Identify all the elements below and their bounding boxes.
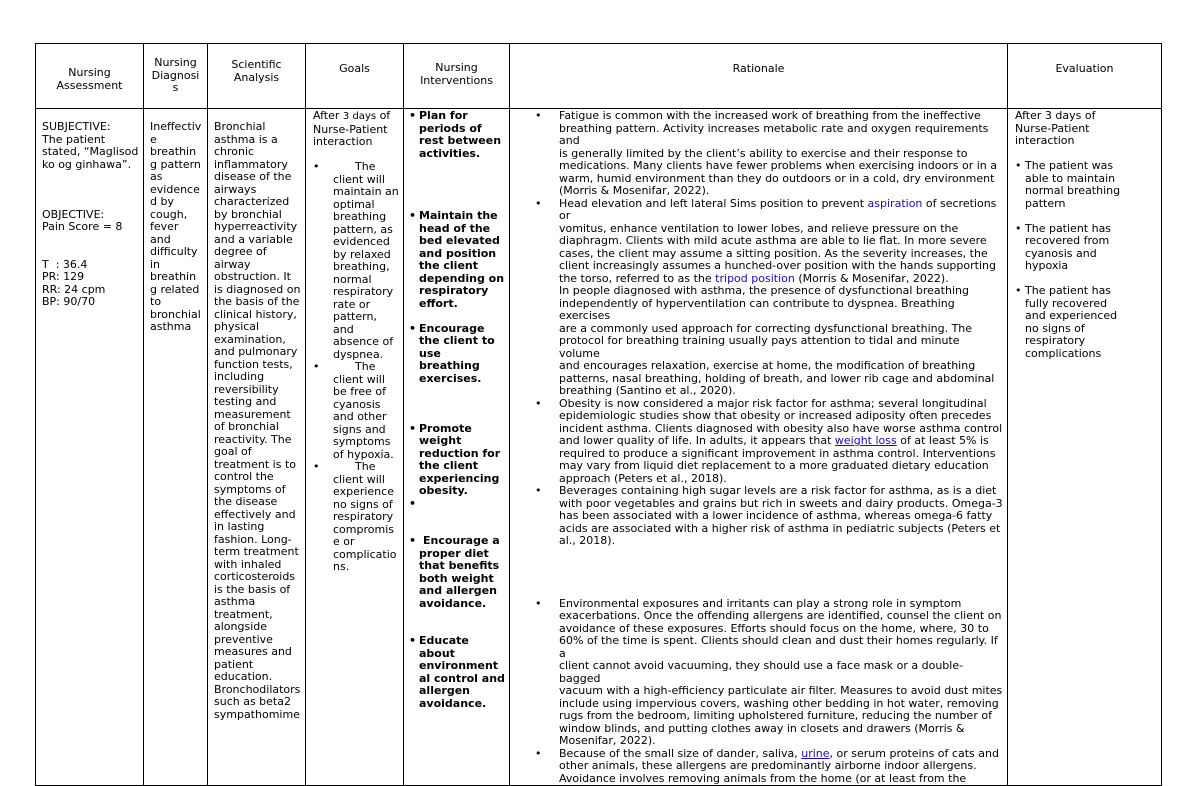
text-line: respiratory: [333, 510, 394, 523]
text-line: asthma: [150, 320, 192, 333]
text-line: function tests,: [214, 357, 293, 371]
vital-sign: BP: 90/70: [42, 295, 96, 308]
text-line: signs and: [333, 422, 386, 436]
rationale-text: [559, 223, 1003, 273]
text-line: avoidance of these exposures. Efforts should focus on the home, where, 30 to: [559, 621, 989, 635]
header-text: Nursing: [154, 56, 197, 70]
text-line: may vary from liquid diet replacement to a more graduated dietary education: [559, 459, 989, 472]
text-line: testing and: [214, 395, 277, 408]
intervention-item: [409, 323, 505, 386]
text-line: In people diagnosed with asthma, the presence of dysfunctional breathing: [559, 284, 969, 297]
text-line: treatment is to: [214, 457, 297, 471]
text-line: use: [419, 346, 441, 360]
goals-cell: [306, 109, 404, 786]
text-line: measures and: [214, 645, 292, 658]
text-line: are a commonly used approach for correcting dysfunctional breathing. The: [559, 321, 973, 335]
text-line: is generally limited by the client’s ability to exercise and their response to: [559, 146, 968, 160]
rationale-text: , or serum proteins of cats and: [829, 746, 999, 760]
text-line: • Encourage a: [423, 534, 500, 547]
text-line: experience: [333, 485, 394, 498]
diagnosis-cell: [144, 109, 208, 786]
text-line: e or: [333, 535, 355, 548]
text-line: exercises.: [419, 371, 482, 385]
text-line: (Morris & Mosenifar, 2022).: [559, 184, 710, 197]
text-line: Bronchodilators: [214, 682, 301, 696]
text-line: no signs of: [1025, 321, 1085, 335]
text-line: difficulty: [150, 245, 198, 258]
text-line: patterns, nasal breathing, holding of breath, and lower rib cage and abdominal: [559, 371, 995, 385]
rationale-text: and lower quality of life. In adults, it appears that: [559, 434, 835, 447]
rationale-text: [559, 760, 1003, 785]
text-line: to: [150, 295, 162, 308]
header-text: Rationale: [732, 61, 785, 75]
goal-item: [313, 161, 399, 361]
text-line: medications. Many clients have fewer problems when exercising indoors or in a: [559, 159, 997, 172]
text-line: and allergen: [419, 584, 497, 597]
text-line: reactivity. The: [214, 432, 292, 446]
text-line: has been associated with a lower incidence of asthma, whereas omega-6 fatty: [559, 509, 993, 522]
text-line: warm, humid environment than they do outdoors or in a cold, dry environment: [559, 171, 995, 185]
goal-item: [313, 361, 399, 461]
text-line: corticosteroids: [214, 570, 296, 583]
pain-score: Pain Score = 8: [42, 220, 123, 233]
header-row: [36, 44, 1162, 109]
text-line: epidemiologic studies show that obesity or increased adiposity often precedes: [559, 409, 992, 422]
rationale-text: of at least 5% is: [896, 434, 989, 447]
text-line: control the: [214, 470, 274, 483]
text-line: al control and: [419, 671, 505, 685]
text-line: fully recovered: [1025, 296, 1108, 310]
text-line: reversibility: [214, 382, 279, 396]
text-line: goal of: [214, 445, 252, 458]
interventions-cell: [404, 109, 510, 786]
text-line: rate or: [333, 297, 371, 311]
text-line: interaction: [1015, 134, 1075, 147]
subjective-text: stated, “Maglisod: [42, 145, 139, 158]
evaluation-intro: [1015, 110, 1157, 148]
urine-link[interactable]: urine: [801, 746, 830, 760]
text-line: g pattern: [150, 157, 201, 171]
text-line: asthma is a: [214, 132, 278, 146]
text-line: pattern,: [333, 310, 377, 323]
header-text: s: [172, 81, 179, 95]
text-line: maintain an: [333, 185, 399, 198]
text-line: evidenced: [333, 235, 390, 248]
rationale-text: Because of the small size of dander, saliva,: [559, 746, 802, 760]
text-line: cases, the client may assume a sitting position. As the severity increases, the: [559, 246, 988, 260]
text-line: asthma: [214, 595, 256, 608]
rationale-paragraph: [535, 485, 1003, 548]
header-nursing-assessment: [36, 44, 144, 109]
text-line: • Obesity is now considered a major risk factor for asthma; several longitudinal: [559, 396, 987, 410]
rationale-cell: [510, 109, 1008, 786]
text-line: hypoxia: [1025, 259, 1069, 272]
text-line: proper diet: [419, 546, 489, 560]
text-line: compromis: [333, 522, 394, 536]
text-line: both weight: [419, 571, 494, 585]
text-line: with poor vegetables and grains but rich in sweets and dairy products. Omega-3: [559, 496, 1003, 510]
text-line: depending on: [419, 271, 505, 285]
text-line: obesity.: [419, 484, 468, 497]
text-line: pattern: [1025, 196, 1066, 210]
text-line: avoidance.: [419, 696, 487, 710]
evaluation-item: [1015, 160, 1157, 210]
intervention-item: [409, 535, 505, 610]
intervention-item: [409, 110, 505, 160]
goal-item: [313, 461, 399, 574]
rationale-paragraph: [535, 598, 1003, 748]
text-line: and position: [419, 246, 497, 260]
evaluation-cell: [1008, 109, 1162, 786]
text-line: is the basis of: [214, 582, 291, 596]
text-line: breathing: [419, 359, 480, 372]
text-line: the client to: [419, 334, 495, 347]
text-line: After 3 days of: [1015, 109, 1096, 122]
text-line: • Educate: [419, 634, 469, 647]
text-line: inflammatory: [214, 157, 288, 171]
text-line: absence of: [333, 335, 394, 348]
text-line: vacuum with a high-efficiency particulate air filter. Measures to avoid dust mites: [559, 684, 1003, 697]
text-line: client cannot avoid vacuuming, they should use a face mask or a double-bagged: [559, 659, 964, 685]
text-line: fashion. Long-: [214, 532, 292, 546]
text-line: is diagnosed on: [214, 282, 301, 296]
rationale-paragraph: [535, 110, 1003, 198]
text-line: sympathomime: [214, 707, 300, 721]
text-line: fever: [150, 220, 179, 233]
text-line: the disease: [214, 495, 278, 508]
text-line: breathing,: [333, 260, 390, 273]
text-line: characterized: [214, 195, 290, 208]
intervention-item: [409, 423, 505, 498]
rationale-paragraph: [535, 198, 1003, 286]
text-line: rest between: [419, 134, 502, 147]
header-text: Interventions: [420, 74, 493, 87]
scientific-analysis-text: [208, 109, 305, 721]
text-line: include using impervious covers, washing other bedding in hot water, removing: [559, 696, 999, 710]
text-line: physical: [214, 320, 260, 333]
text-line: breathing pattern. Activity increases metabolic rate and oxygen requirements and: [559, 121, 989, 147]
text-line: as: [150, 170, 163, 183]
text-line: rugs from the bedroom, limiting upholstered furniture, reducing the number of: [559, 709, 992, 722]
text-line: respiratory: [419, 284, 489, 297]
rationale-text: of secretions or: [559, 196, 997, 222]
text-line: and a variable: [214, 232, 293, 246]
goals-intro-rest: [313, 124, 399, 149]
text-line: experiencing: [419, 471, 500, 485]
rationale-text: [559, 448, 1003, 486]
text-line: acids are associated with a higher risk of asthma in pediatric subjects (Peters et: [559, 521, 1001, 535]
text-line: in lasting: [214, 520, 265, 533]
goals-intro-text: of: [376, 109, 391, 122]
text-line: education.: [214, 670, 273, 683]
text-line: symptoms: [333, 435, 391, 448]
text-line: 60% of the time is spent. Clients should clean and dust their homes regularly. If a: [559, 634, 998, 660]
text-line: complications: [1025, 346, 1102, 360]
goals-intro-days: 3 days: [342, 111, 377, 122]
text-line: and encourages relaxation, exercise at home, the modification of breathing: [559, 359, 976, 372]
text-line: • Maintain the: [419, 209, 498, 222]
text-line: examination,: [214, 332, 286, 346]
text-line: obstruction. It: [214, 270, 291, 283]
text-line: hyperreactivity: [214, 220, 298, 233]
rationale-paragraph: [535, 748, 1003, 786]
text-line: • The: [355, 360, 376, 373]
text-line: • Plan for: [419, 109, 468, 122]
text-line: no signs of: [333, 497, 393, 511]
text-line: bed elevated: [419, 234, 500, 247]
vital-sign: T : 36.4: [42, 257, 88, 271]
text-line: normal: [333, 272, 372, 286]
text-line: environment: [419, 659, 499, 672]
text-line: activities.: [419, 146, 481, 160]
text-line: term treatment: [214, 545, 299, 558]
text-line: of bronchial: [214, 420, 279, 433]
rationale-paragraph: [535, 285, 1003, 398]
rationale-text: Head elevation and left lateral Sims position to prevent: [559, 196, 868, 210]
scientific-analysis-cell: [208, 109, 306, 786]
text-line: allergen: [419, 684, 471, 697]
text-line: client will: [333, 372, 385, 386]
header-text: Analysis: [233, 71, 280, 84]
text-line: recovered from: [1025, 234, 1110, 247]
text-line: diaphragm. Clients with mild acute asthma are able to lie flat. In more severe: [559, 234, 987, 247]
text-line: airways: [214, 182, 257, 196]
header-scientific-analysis: [208, 44, 306, 109]
header-text: Nursing: [435, 61, 478, 75]
text-line: able to maintain: [1025, 171, 1116, 185]
objective-label: OBJECTIVE:: [42, 207, 105, 221]
text-line: normal breathing: [1025, 184, 1121, 197]
text-line: and other: [333, 410, 387, 423]
aspiration-link[interactable]: aspiration: [867, 196, 923, 210]
weight-loss-link[interactable]: weight loss: [834, 434, 897, 447]
text-line: • The: [355, 160, 376, 173]
subjective-label: SUBJECTIVE:: [42, 120, 111, 133]
text-line: that benefits: [419, 559, 500, 572]
text-line: al., 2018).: [559, 534, 616, 547]
rationale-paragraph: [535, 398, 1003, 486]
header-text: Diagnosi: [151, 68, 200, 82]
text-line: Mosenifar, 2022).: [559, 734, 656, 747]
text-line: respiratory: [333, 285, 394, 298]
text-line: exacerbations. Once the offending allergens are identified, counsel the client on: [559, 609, 1002, 622]
header-text: Nursing: [68, 66, 111, 80]
text-line: • The: [355, 460, 376, 473]
text-line: disease of the: [214, 170, 292, 183]
text-line: g related: [150, 282, 200, 296]
text-line: and: [150, 232, 171, 246]
text-line: • Environmental exposures and irritants can play a strong role in symptom: [559, 596, 962, 610]
text-line: of hypoxia.: [333, 447, 394, 461]
text-line: effort.: [419, 296, 458, 310]
text-line: chronic: [214, 145, 255, 158]
text-line: window blinds, and putting clothes away in closets and drawers (Morris &: [559, 721, 965, 735]
text-line: cyanosis: [333, 397, 381, 411]
text-line: avoidance.: [419, 596, 487, 610]
text-line: cough,: [150, 207, 188, 221]
text-line: weight: [419, 434, 462, 447]
text-line: evidence: [150, 182, 200, 196]
text-line: client will: [333, 472, 385, 486]
text-line: and experienced: [1025, 309, 1118, 322]
header-text: Scientific: [231, 58, 282, 72]
intervention-item: [409, 635, 505, 710]
nursing-care-plan-table: [35, 43, 1162, 786]
text-line: respiratory: [1025, 334, 1086, 347]
text-line: • The patient was: [1025, 159, 1114, 172]
header-evaluation: [1008, 44, 1162, 109]
text-line: incident asthma. Clients diagnosed with obesity also have worse asthma control: [559, 421, 1003, 435]
text-line: patient: [214, 657, 254, 671]
text-line: measurement: [214, 407, 291, 421]
text-line: required to produce a significant improvement in asthma control. Interventions: [559, 446, 996, 460]
header-goals: [306, 44, 404, 109]
text-line: ns.: [333, 560, 350, 573]
text-line: reduction for: [419, 446, 501, 460]
vital-sign: RR: 24 cpm: [42, 282, 106, 296]
header-text: Evaluation: [1055, 61, 1114, 75]
text-line: Avoidance involves removing animals from the home (or at least from the: [559, 771, 967, 785]
text-line: be free of: [333, 385, 387, 398]
text-line: • Promote: [419, 421, 472, 435]
text-line: interaction: [313, 135, 373, 148]
evaluation-item: [1015, 223, 1157, 273]
diagnosis-text: [144, 109, 207, 334]
text-line: treatment,: [214, 607, 273, 621]
text-line: • Beverages containing high sugar levels are a risk factor for asthma, as is a diet: [559, 484, 997, 497]
text-line: breathin: [150, 145, 197, 158]
text-line: breathin: [150, 270, 197, 283]
vital-sign: PR: 129: [42, 270, 85, 283]
text-line: breathing (Santino et al., 2020).: [559, 384, 736, 397]
text-line: bronchial: [150, 307, 201, 321]
subjective-text: ko og ginhawa”.: [42, 157, 132, 171]
text-line: • Fatigue is common with the increased work of breathing from the ineffective: [559, 109, 981, 122]
text-line: with inhaled: [214, 557, 282, 571]
header-text: Assessment: [56, 79, 123, 92]
rationale-text: [559, 398, 1003, 436]
text-line: and pulmonary: [214, 345, 298, 358]
text-line: vomitus, enhance ventilation to lower lobes, and relieve pressure on the: [559, 221, 959, 235]
header-nursing-interventions: [404, 44, 510, 109]
intervention-item-empty: [409, 498, 505, 511]
content-row: [36, 109, 1162, 786]
text-line: alongside: [214, 620, 268, 633]
text-line: Nurse-Patient: [313, 122, 388, 136]
text-line: breathing: [333, 210, 387, 223]
assessment-cell: [36, 109, 144, 786]
text-line: effectively and: [214, 507, 296, 521]
text-line: pattern, as: [333, 222, 393, 236]
text-line: symptoms of: [214, 482, 286, 496]
goals-intro-text: After: [313, 109, 343, 122]
text-line: approach (Peters et al., 2018).: [559, 471, 727, 485]
text-line: by relaxed: [333, 247, 391, 261]
text-line: in: [150, 257, 161, 271]
text-line: optimal: [333, 197, 375, 211]
text-line: preventive: [214, 632, 273, 646]
header-rationale: [510, 44, 1008, 109]
text-line: e: [150, 132, 157, 146]
text-line: the client: [419, 259, 478, 272]
text-line: by bronchial: [214, 207, 282, 221]
rationale-text: the torso, referred to as the: [559, 271, 716, 285]
text-line: d by: [150, 195, 174, 208]
goals-intro: [313, 110, 399, 124]
text-line: periods of: [419, 121, 482, 135]
text-line: the client: [419, 459, 478, 472]
text-line: Ineffectiv: [150, 120, 202, 133]
evaluation-item: [1015, 285, 1157, 360]
tripod-position-link[interactable]: tripod position: [715, 271, 795, 285]
header-text: Goals: [339, 61, 370, 75]
text-line: and: [333, 322, 354, 336]
text-line: cyanosis and: [1025, 246, 1097, 260]
text-line: independently of hyperventilation can contribute to dyspnea. Breathing exercises: [559, 296, 955, 322]
text-line: airway: [214, 257, 251, 271]
text-line: • The patient has: [1025, 221, 1112, 235]
text-line: such as beta2: [214, 695, 291, 708]
text-line: Bronchial: [214, 120, 266, 133]
text-line: • The patient has: [1025, 284, 1112, 297]
text-line: client will: [333, 172, 385, 186]
text-line: other animals, these allergens are predominantly airborne indoor allergens.: [559, 759, 977, 772]
text-line: client increasingly assumes a hunched-over position with the hands supporting: [559, 259, 996, 272]
text-line: complicatio: [333, 547, 397, 561]
intervention-item: [409, 210, 505, 310]
text-line: the basis of the: [214, 295, 300, 308]
text-line: head of the: [419, 221, 491, 235]
header-nursing-diagnosis: [144, 44, 208, 109]
text-line: degree of: [214, 245, 267, 258]
text-line: dyspnea.: [333, 347, 384, 361]
rationale-text: (Morris & Mosenifar, 2022).: [794, 271, 949, 285]
text-line: Nurse-Patient: [1015, 121, 1090, 135]
text-line: about: [419, 646, 455, 660]
text-line: including: [214, 370, 265, 383]
text-line: protocol for breathing training usually pays attention to tidal and minute volume: [559, 334, 960, 360]
subjective-text: The patient: [42, 132, 106, 146]
text-line: • Encourage: [419, 321, 485, 335]
text-line: clinical history,: [214, 307, 297, 321]
